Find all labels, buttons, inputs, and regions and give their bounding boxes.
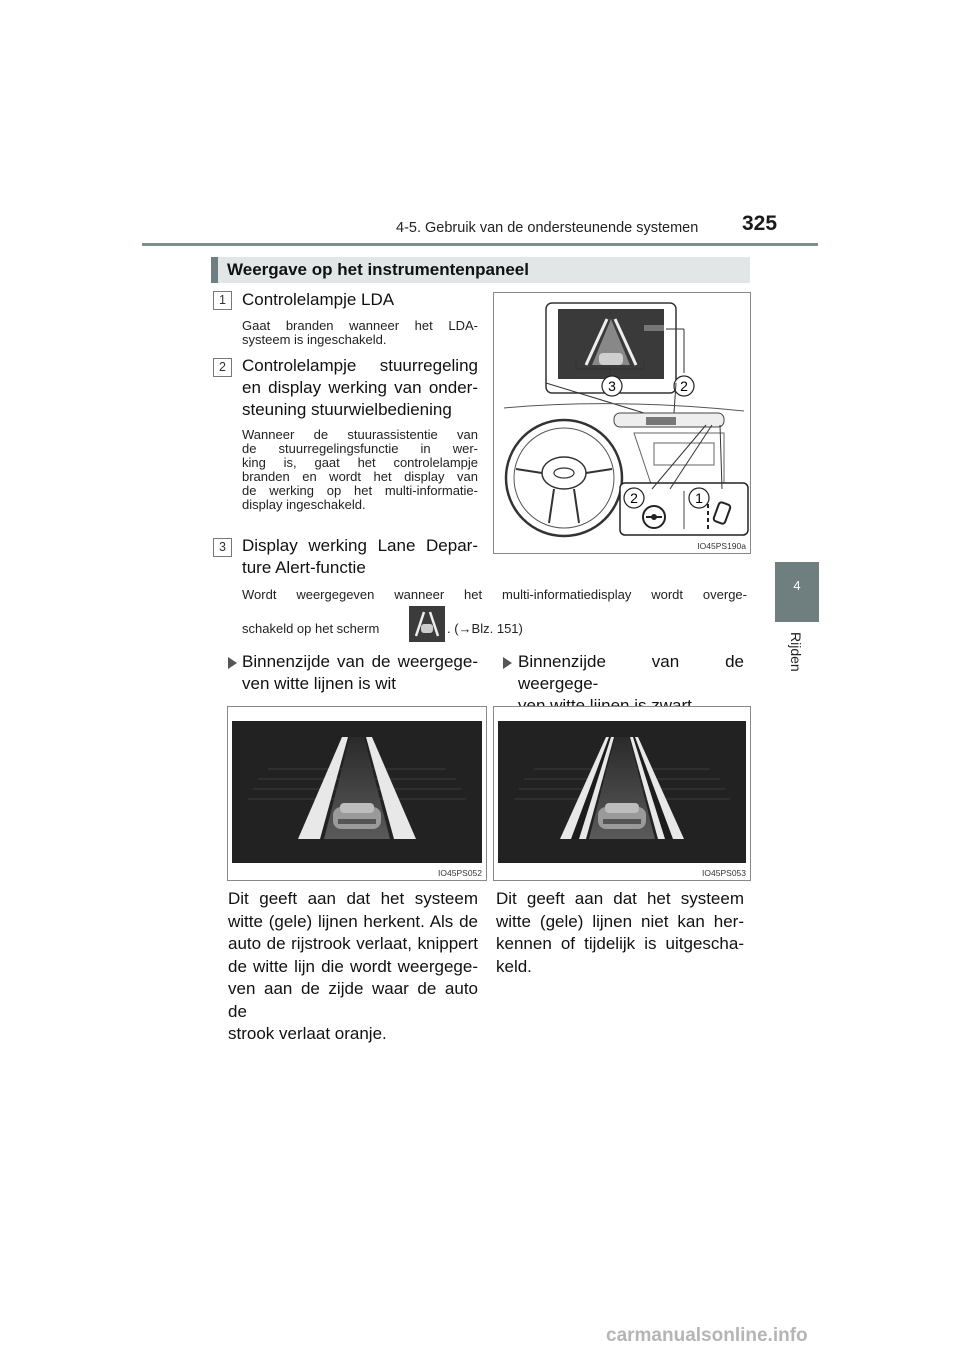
bullet-line: Binnenzijde van de weergege-	[242, 652, 478, 671]
callout-3: 3	[608, 378, 616, 394]
body-line: witte (gele) lijnen niet kan her-	[496, 911, 744, 931]
item-number: 2	[213, 358, 232, 377]
item-desc-line: Wanneer de stuurassistentie van	[242, 427, 478, 442]
figure-code: IO45PS053	[702, 868, 746, 878]
body-line: Dit geeft aan dat het systeem	[496, 889, 744, 908]
item-number: 1	[213, 291, 232, 310]
white-lines-display	[228, 707, 486, 880]
header-rule	[142, 243, 818, 246]
bullet-triangle-icon	[228, 657, 237, 669]
lda-screen-icon	[409, 606, 445, 642]
item-number: 3	[213, 538, 232, 557]
item-desc-line: display ingeschakeld.	[242, 497, 366, 512]
item-desc-line: Gaat branden wanneer het LDA-	[242, 318, 478, 333]
bullet-triangle-icon	[503, 657, 512, 669]
note-line-2-suffix: . (→Blz. 151)	[447, 621, 523, 636]
bullet-line: ven witte lijnen is wit	[242, 674, 397, 693]
item-desc-line: branden en wordt het display van	[242, 469, 478, 484]
body-line: ven aan de zijde waar de auto de	[228, 979, 478, 1021]
body-line: kennen of tijdelijk is uitgescha-	[496, 934, 744, 953]
black-lines-figure	[493, 706, 751, 881]
chapter-label: Rijden	[788, 632, 804, 672]
body-line: strook verlaat oranje.	[228, 1024, 387, 1043]
item-title-line: Display werking Lane Depar-	[242, 536, 478, 555]
note-line-2-prefix: schakeld op het scherm	[242, 621, 380, 636]
body-line: keld.	[496, 956, 532, 976]
body-line: Dit geeft aan dat het systeem	[228, 889, 478, 908]
section-heading	[211, 257, 750, 283]
item-desc-line: systeem is ingeschakeld.	[242, 332, 387, 347]
item-desc-line: de stuurregelingsfunctie in wer-	[242, 441, 478, 456]
page-number: 325	[742, 212, 778, 235]
note-line-1: Wordt weergegeven wanneer het multi-informatiedisplay wordt overge-	[242, 587, 747, 602]
chapter-tab: 4	[775, 562, 819, 622]
bullet-line: Binnenzijde van de weergege-	[518, 652, 744, 693]
item-title: Controlelampje LDA	[242, 290, 395, 309]
callout-2-lower: 2	[630, 490, 638, 506]
body-line: witte (gele) lijnen herkent. Als de	[228, 911, 478, 931]
body-line: de witte lijn die wordt weergege-	[228, 956, 478, 976]
item-desc-line: king is, gaat het controlelampje	[242, 455, 478, 470]
watermark: carmanualsonline.info	[606, 1325, 808, 1346]
body-line: auto de rijstrook verlaat, knippert	[228, 934, 478, 953]
callout-1: 1	[695, 490, 703, 506]
item-desc-line: de werking op het multi-informatie-	[242, 483, 478, 498]
dashboard-drawing	[494, 293, 750, 553]
figure-code: IO45PS052	[438, 868, 482, 878]
section-accent	[211, 257, 218, 283]
figure-code: IO45PS190a	[697, 541, 746, 551]
callout-2: 2	[680, 378, 688, 394]
dashboard-illustration	[493, 292, 751, 554]
black-lines-display	[494, 707, 750, 880]
item-title-line: en display werking van onder-	[242, 378, 478, 397]
section-title: Weergave op het instrumentenpaneel	[227, 260, 529, 279]
item-title-line: steuning stuurwielbediening	[242, 400, 452, 419]
white-lines-figure	[227, 706, 487, 881]
running-header: 4-5. Gebruik van de ondersteunende systemen	[396, 220, 699, 236]
item-title-line: Controlelampje stuurregeling	[242, 356, 478, 375]
item-title-line: ture Alert-functie	[242, 558, 366, 577]
